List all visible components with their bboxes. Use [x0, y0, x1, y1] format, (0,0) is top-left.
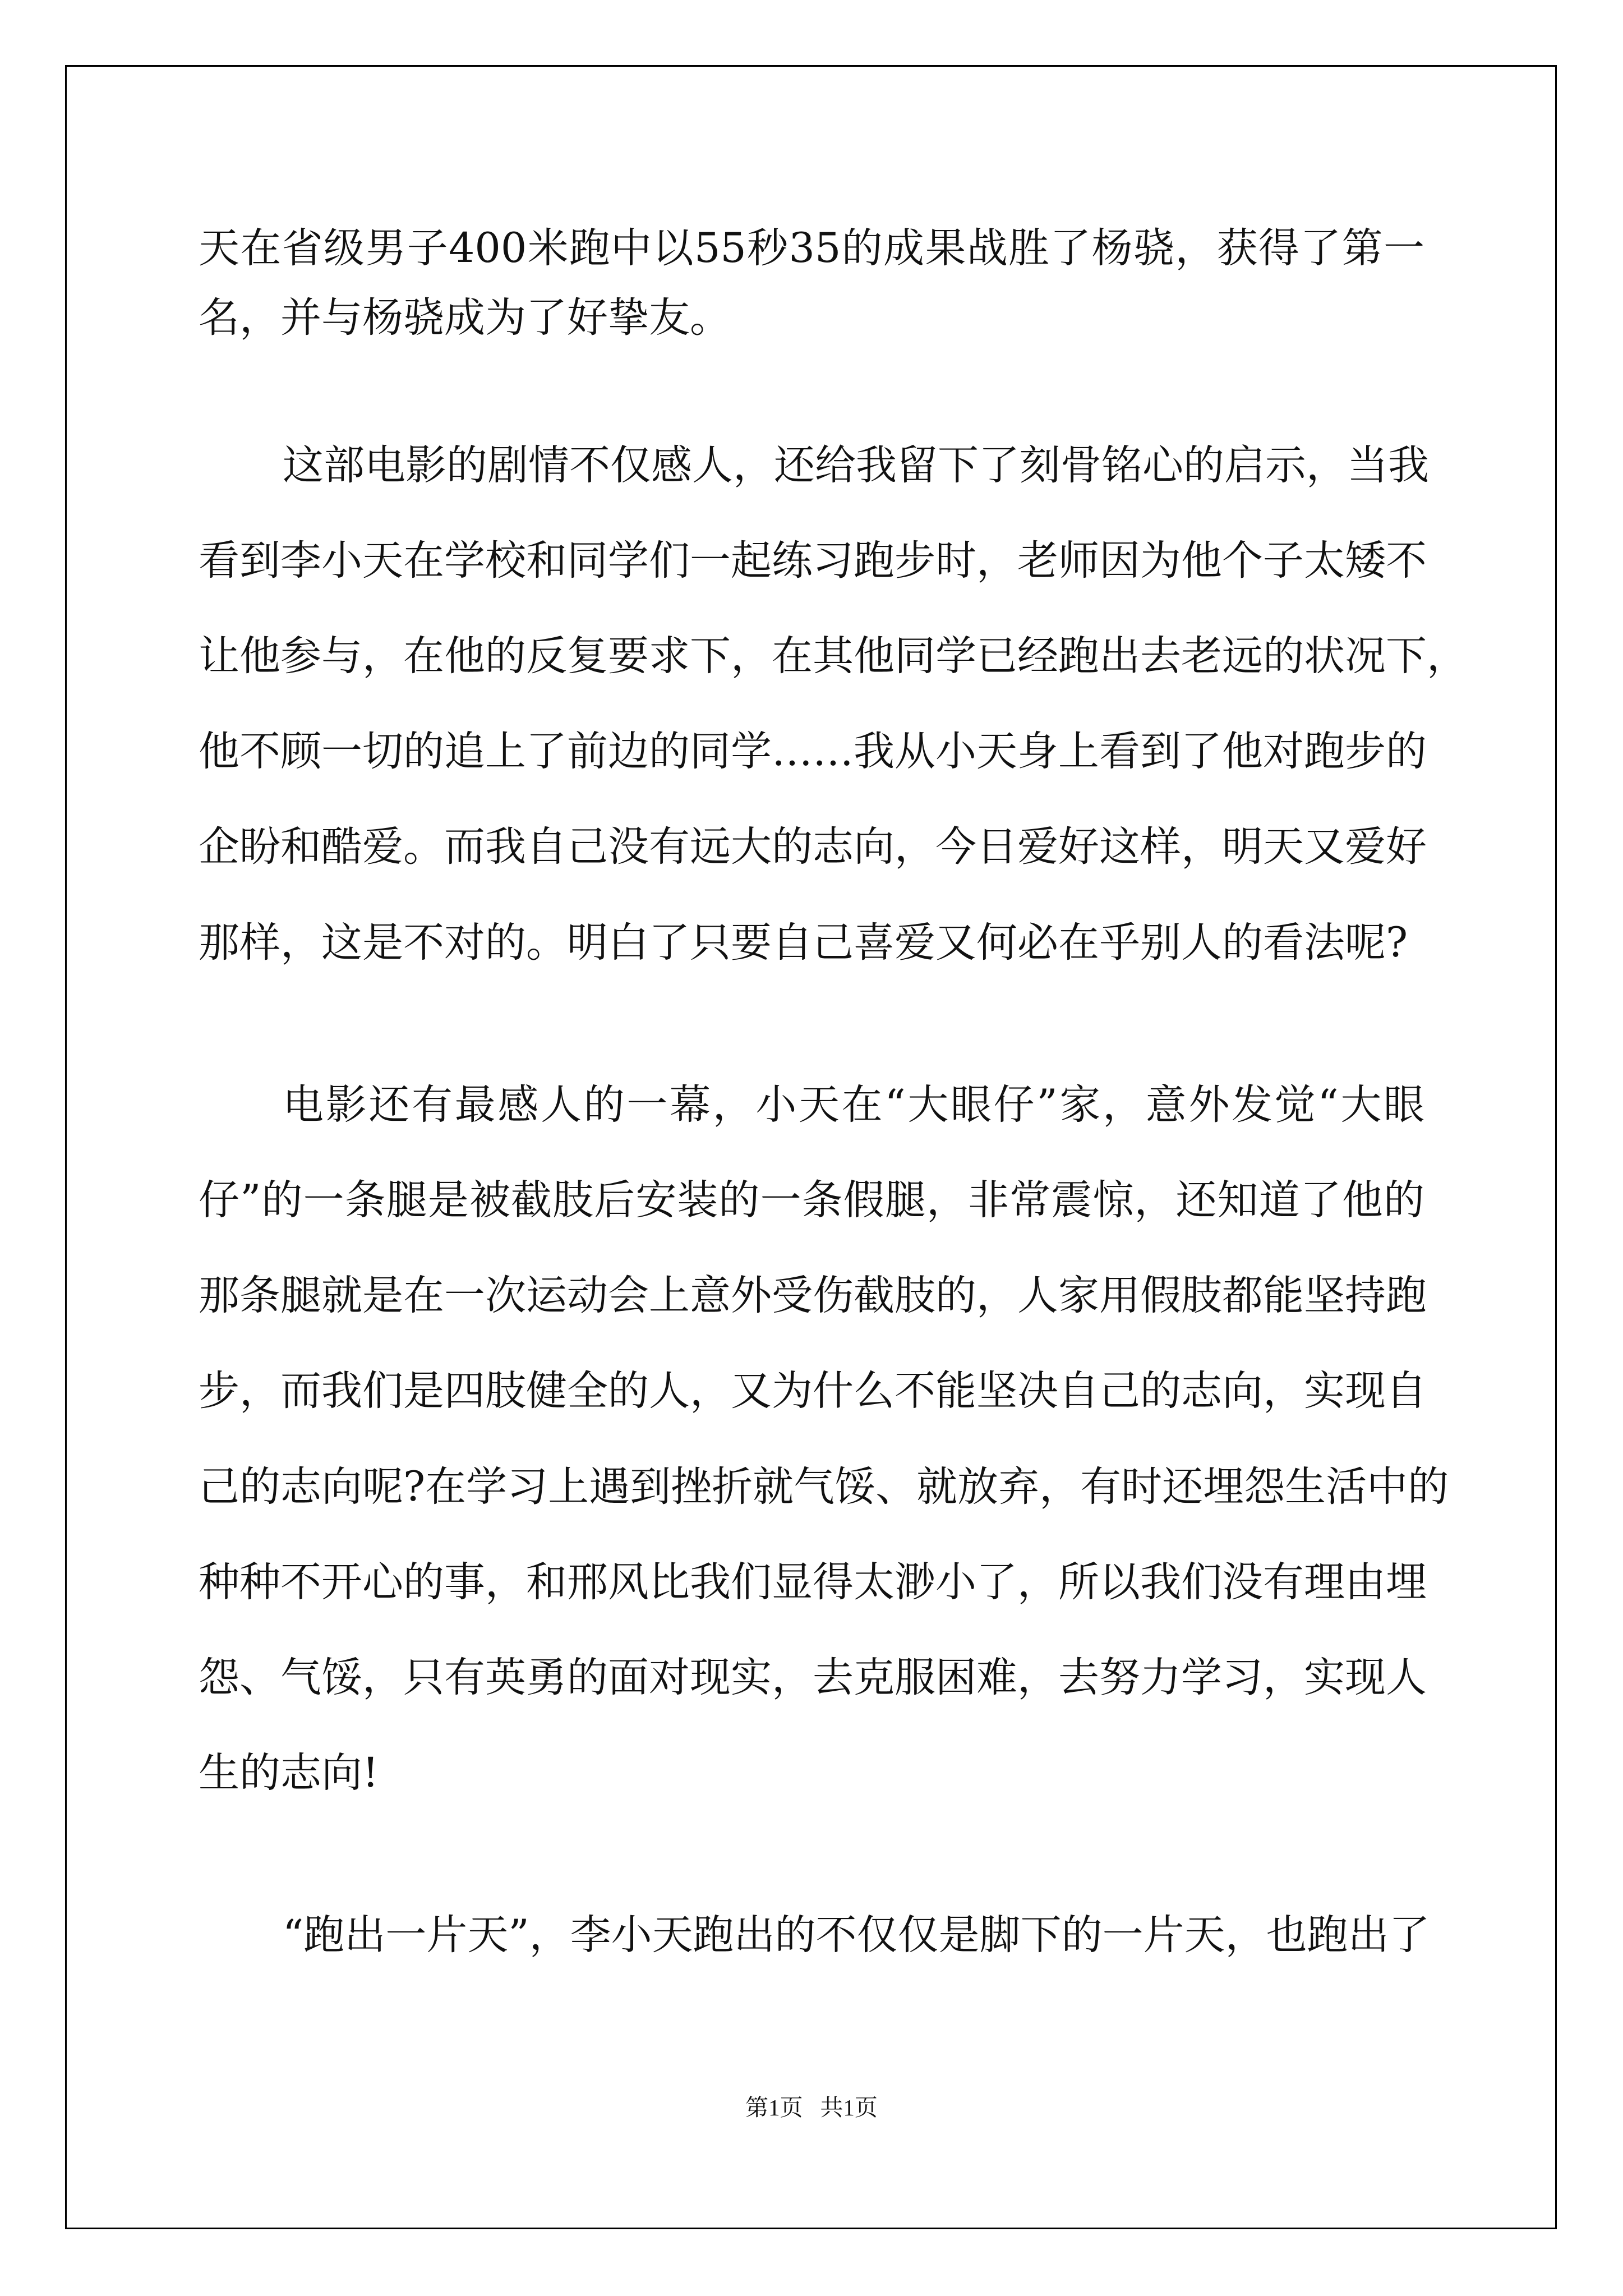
text-line: 步，而我们是四肢健全的人，又为什么不能坚决自己的志向，实现自: [199, 1367, 1427, 1415]
text-line: 种种不开心的事，和邢风比我们显得太渺小了，所以我们没有理由埋: [199, 1558, 1427, 1606]
paragraph-start-line: 电影还有最感人的一幕，小天在“大眼仔”家，意外发觉“大眼: [283, 1081, 1424, 1129]
text-line: 看到李小天在学校和同学们一起练习跑步时，老师因为他个子太矮不: [199, 537, 1427, 585]
page-number: 第1页 共1页: [745, 2095, 878, 2120]
paragraph-start-line: 这部电影的剧情不仅感人，还给我留下了刻骨铭心的启示，当我: [283, 441, 1429, 489]
text-line: 那样，这是不对的。明白了只要自己喜爱又何必在乎别人的看法呢?: [199, 919, 1408, 967]
text-line: 天在省级男子400米跑中以55秒35的成果战胜了杨骁，获得了第一: [199, 224, 1424, 272]
text-line: 名，并与杨骁成为了好挚友。: [199, 294, 731, 342]
text-line: 他不顾一切的追上了前边的同学……我从小天身上看到了他对跑步的: [199, 728, 1427, 775]
text-line: 仔”的一条腿是被截肢后安装的一条假腿，非常震惊，还知道了他的: [199, 1176, 1424, 1224]
text-line: 那条腿就是在一次运动会上意外受伤截肢的，人家用假肢都能坚持跑: [199, 1272, 1427, 1319]
text-line: 企盼和酷爱。而我自己没有远大的志向，今日爱好这样，明天又爱好: [199, 823, 1427, 871]
text-line: 怨、气馁，只有英勇的面对现实，去克服困难，去努力学习，实现人: [199, 1654, 1427, 1701]
text-line: 让他参与，在他的反复要求下，在其他同学已经跑出去老远的状况下，: [199, 632, 1468, 680]
paragraph-start-line: “跑出一片天”，李小天跑出的不仅仅是脚下的一片天，也跑出了: [283, 1911, 1430, 1959]
text-line: 生的志向!: [199, 1749, 379, 1797]
text-line: 己的志向呢?在学习上遇到挫折就气馁、就放弃，有时还埋怨生活中的: [199, 1463, 1449, 1511]
